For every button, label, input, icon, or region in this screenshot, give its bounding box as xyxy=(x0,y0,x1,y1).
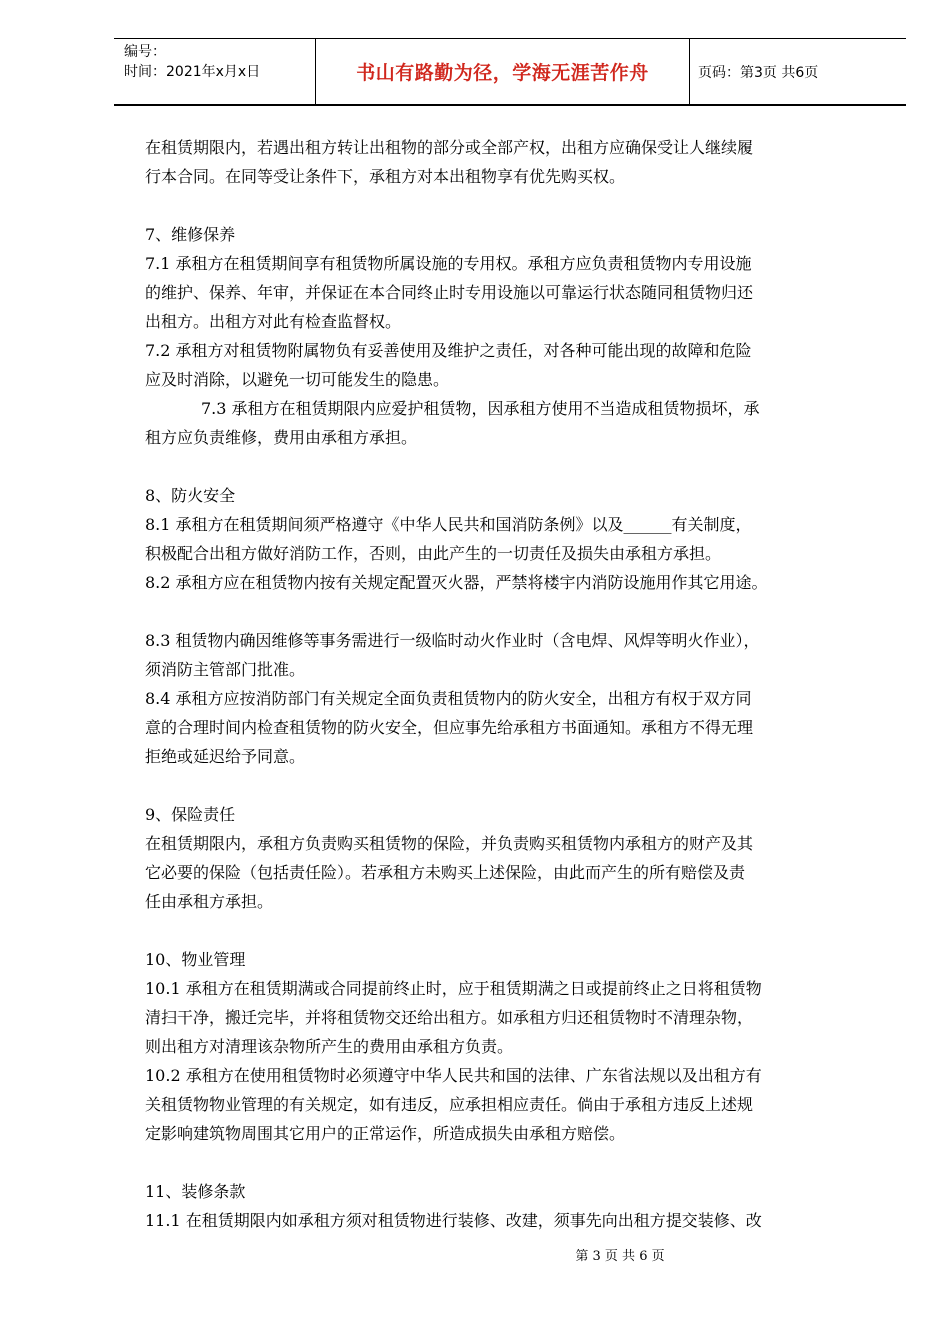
paragraph: 定影响建筑物周围其它用户的正常运作，所造成损失由承租方赔偿。 xyxy=(145,1124,626,1143)
paragraph: 则出租方对清理该杂物所产生的费用由承租方负责。 xyxy=(145,1037,514,1056)
paragraph: 须消防主管部门批准。 xyxy=(145,660,306,679)
paragraph: 7.3 承租方在租赁期限内应爱护租赁物，因承租方使用不当造成租赁物损坏，承 xyxy=(201,399,760,418)
paragraph: 拒绝或延迟给予同意。 xyxy=(145,747,306,766)
document-body xyxy=(145,133,890,1235)
paragraph: 应及时消除，以避免一切可能发生的隐患。 xyxy=(145,370,450,389)
paragraph: 它必要的保险（包括责任险）。若承租方未购买上述保险，由此而产生的所有赔偿及责 xyxy=(145,863,746,882)
paragraph: 关租赁物物业管理的有关规定，如有违反，应承担相应责任。倘由于承租方违反上述规 xyxy=(145,1095,754,1114)
page-header xyxy=(114,38,906,106)
id-label: 编号： xyxy=(124,44,166,60)
paragraph: 7.1 承租方在租赁期间享有租赁物所属设施的专用权。承租方应负责租赁物内专用设施 xyxy=(145,254,752,273)
paragraph: 行本合同。在同等受让条件下，承租方对本出租物享有优先购买权。 xyxy=(145,167,626,186)
section-title: 11、装修条款 xyxy=(145,1182,246,1201)
section-title: 8、防火安全 xyxy=(145,486,236,505)
paragraph: 意的合理时间内检查租赁物的防火安全，但应事先给承租方书面通知。承租方不得无理 xyxy=(145,718,754,737)
paragraph: 8.2 承租方应在租赁物内按有关规定配置灭火器，严禁将楼宇内消防设施用作其它用途。 xyxy=(145,573,768,592)
paragraph: 11.1 在租赁期限内如承租方须对租赁物进行装修、改建，须事先向出租方提交装修、改 xyxy=(145,1211,762,1230)
paragraph: 积极配合出租方做好消防工作，否则，由此产生的一切责任及损失由承租方承担。 xyxy=(145,544,722,563)
paragraph: 任由承租方承担。 xyxy=(145,892,274,911)
paragraph: 租方应负责维修，费用由承租方承担。 xyxy=(145,428,418,447)
paragraph: 出租方。出租方对此有检查监督权。 xyxy=(145,312,402,331)
page-footer: 第 3 页 共 6 页 xyxy=(575,1249,665,1264)
section-title: 10、物业管理 xyxy=(145,950,246,969)
header-page-label: 页码：第3页 共6页 xyxy=(698,64,819,81)
section-title: 7、维修保养 xyxy=(145,225,236,244)
time-label: 时间：2021年x月x日 xyxy=(124,64,261,80)
paragraph: 清扫干净，搬迁完毕，并将租赁物交还给出租方。如承租方归还租赁物时不清理杂物， xyxy=(145,1008,754,1027)
paragraph: 7.2 承租方对租赁物附属物负有妥善使用及维护之责任，对各种可能出现的故障和危险 xyxy=(145,341,752,360)
header-motto: 书山有路勤为径，学海无涯苦作舟 xyxy=(316,39,690,104)
paragraph: 在租赁期限内，若遇出租方转让出租物的部分或全部产权，出租方应确保受让人继续履 xyxy=(145,138,754,157)
paragraph: 的维护、保养、年审，并保证在本合同终止时专用设施以可靠运行状态随同租赁物归还 xyxy=(145,283,754,302)
paragraph: 10.2 承租方在使用租赁物时必须遵守中华人民共和国的法律、广东省法规以及出租方有 xyxy=(145,1066,762,1085)
header-meta xyxy=(114,39,316,104)
paragraph: 10.1 承租方在租赁期满或合同提前终止时，应于租赁期满之日或提前终止之日将租赁物 xyxy=(145,979,762,998)
paragraph: 8.1 承租方在租赁期间须严格遵守《中华人民共和国消防条例》以及______有关制度， xyxy=(145,515,752,534)
paragraph: 8.4 承租方应按消防部门有关规定全面负责租赁物内的防火安全，出租方有权于双方同 xyxy=(145,689,752,708)
paragraph: 8.3 租赁物内确因维修等事务需进行一级临时动火作业时（含电焊、风焊等明火作业）， xyxy=(145,631,760,650)
paragraph: 在租赁期限内，承租方负责购买租赁物的保险，并负责购买租赁物内承租方的财产及其 xyxy=(145,834,754,853)
section-title: 9、保险责任 xyxy=(145,805,236,824)
